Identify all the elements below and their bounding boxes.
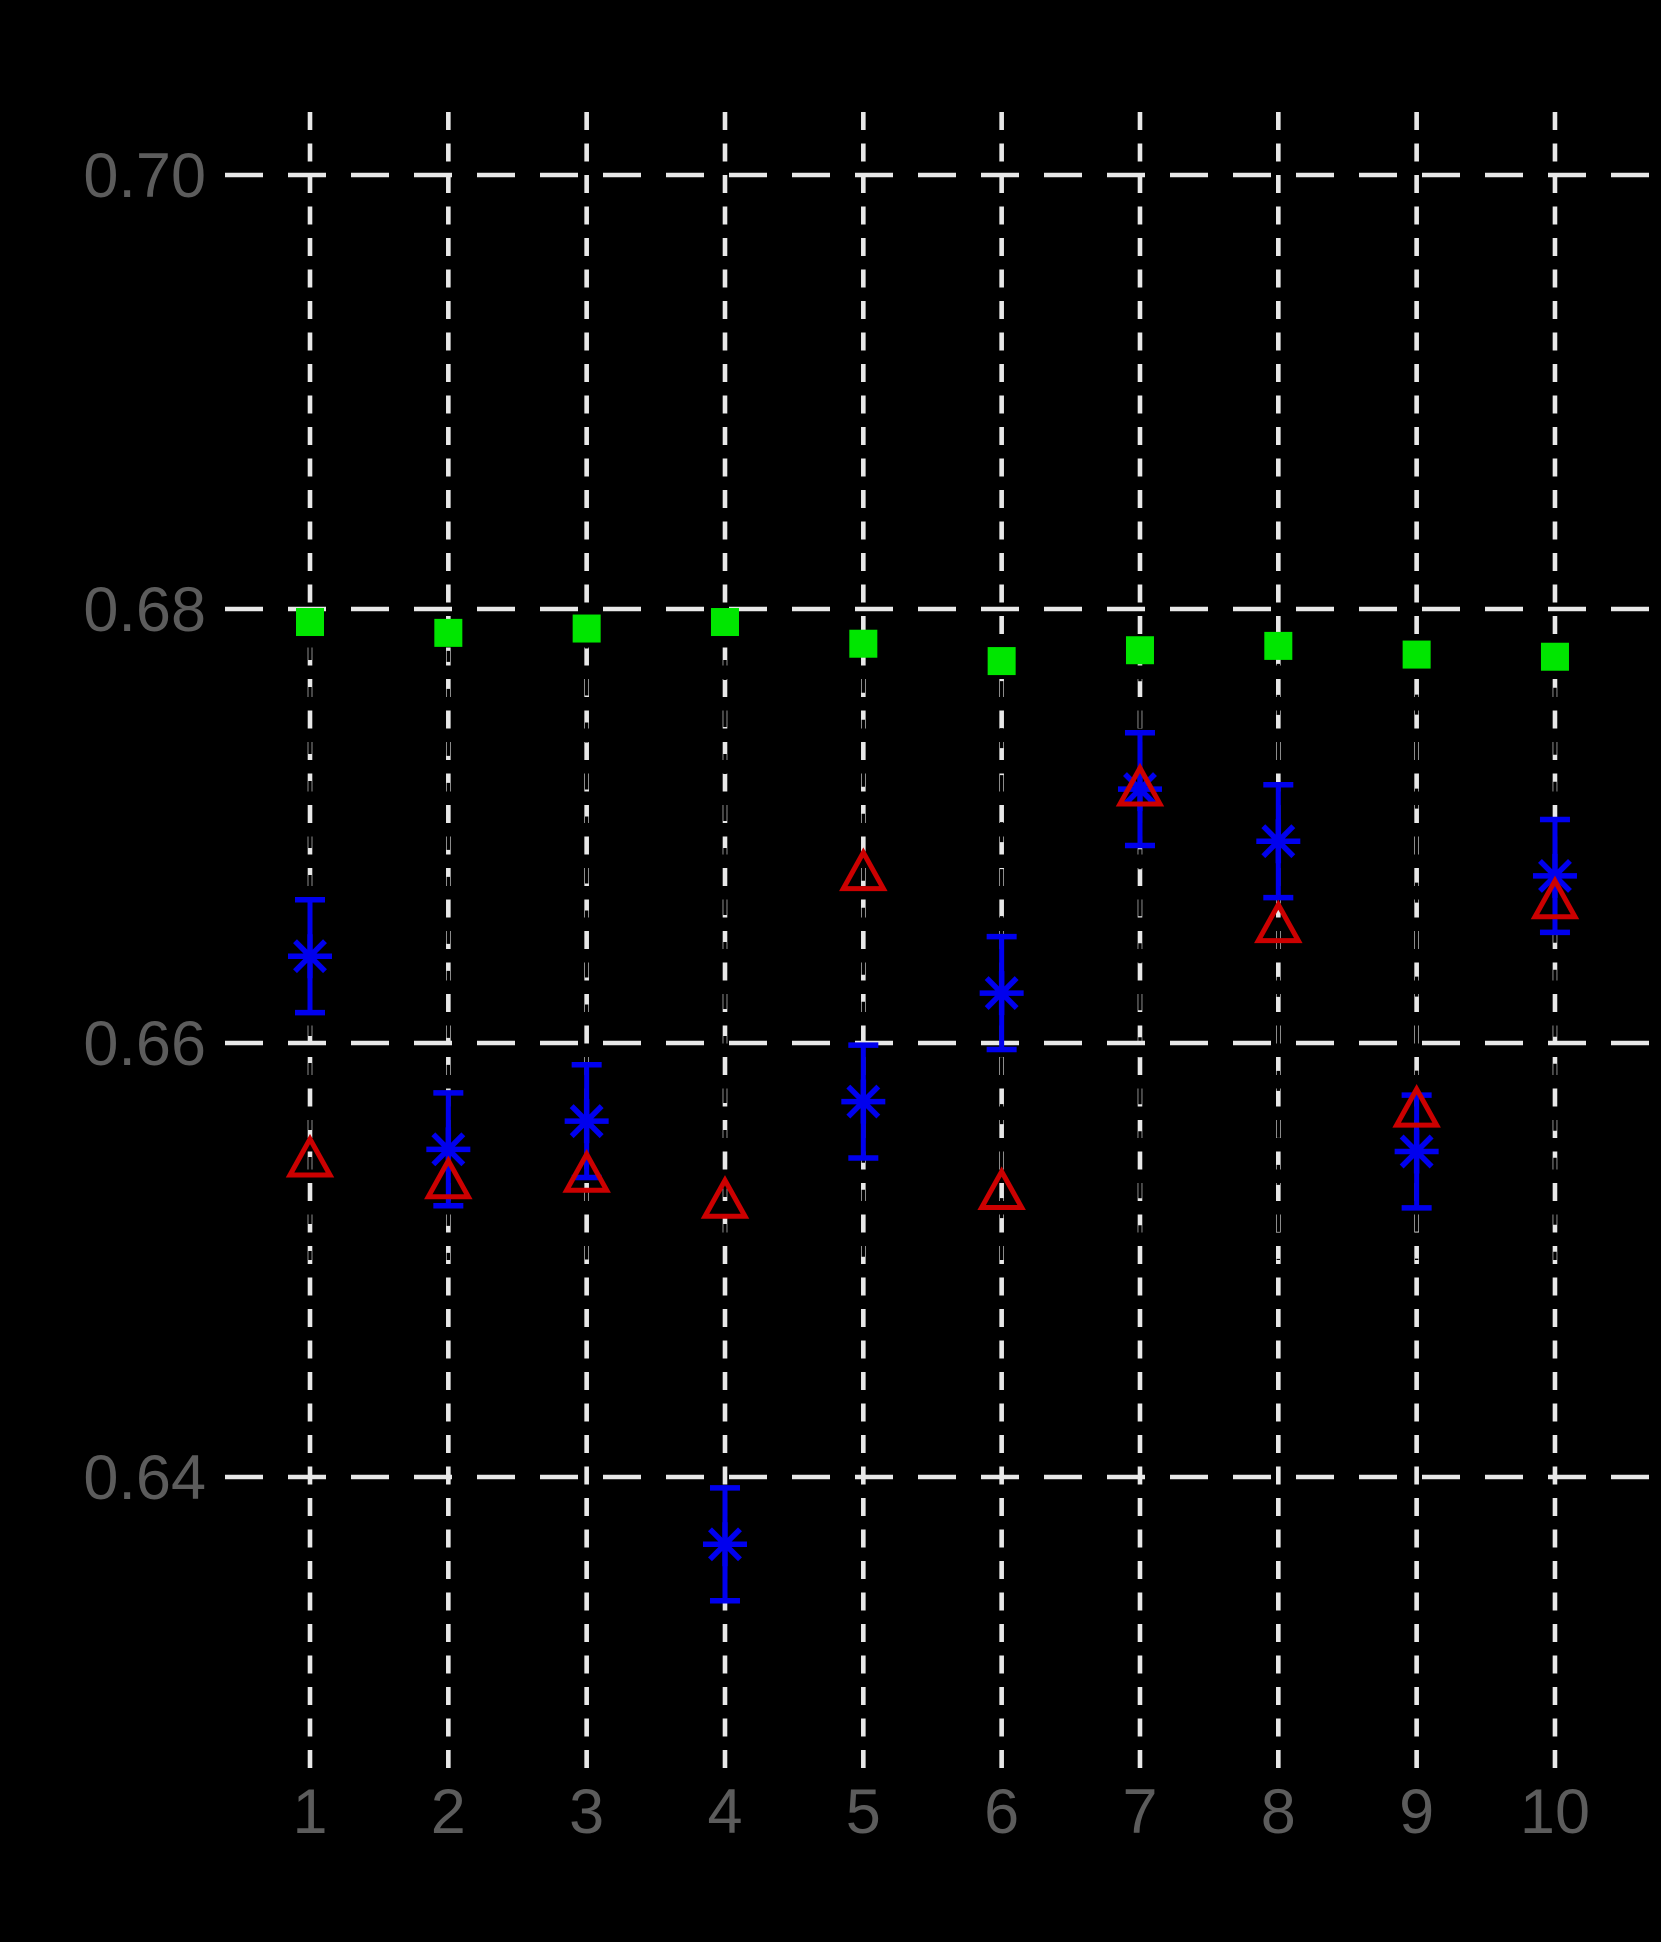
x-tick-label: 2 <box>430 1777 466 1847</box>
x-tick-label: 9 <box>1399 1777 1435 1847</box>
x-tick-label: 4 <box>707 1777 743 1847</box>
green-square-marker <box>988 647 1016 675</box>
green-square-marker <box>711 608 739 636</box>
green-square-marker <box>1541 643 1569 671</box>
green-square-marker <box>296 608 324 636</box>
x-tick-label: 5 <box>845 1777 881 1847</box>
x-tick-label: 1 <box>292 1777 328 1847</box>
x-tick-label: 10 <box>1519 1777 1591 1847</box>
x-tick-label: 7 <box>1122 1777 1158 1847</box>
y-tick-label: 0.64 <box>83 1443 206 1513</box>
green-square-marker <box>573 615 601 643</box>
y-tick-label: 0.70 <box>83 141 206 211</box>
x-tick-label: 3 <box>569 1777 605 1847</box>
y-tick-label: 0.68 <box>83 575 206 645</box>
x-tick-label: 6 <box>984 1777 1020 1847</box>
green-square-marker <box>1126 636 1154 664</box>
green-square-marker <box>434 619 462 647</box>
x-tick-label: 8 <box>1260 1777 1296 1847</box>
y-tick-label: 0.66 <box>83 1009 206 1079</box>
green-square-marker <box>1403 641 1431 669</box>
green-square-marker <box>1264 632 1292 660</box>
green-square-marker <box>849 630 877 658</box>
